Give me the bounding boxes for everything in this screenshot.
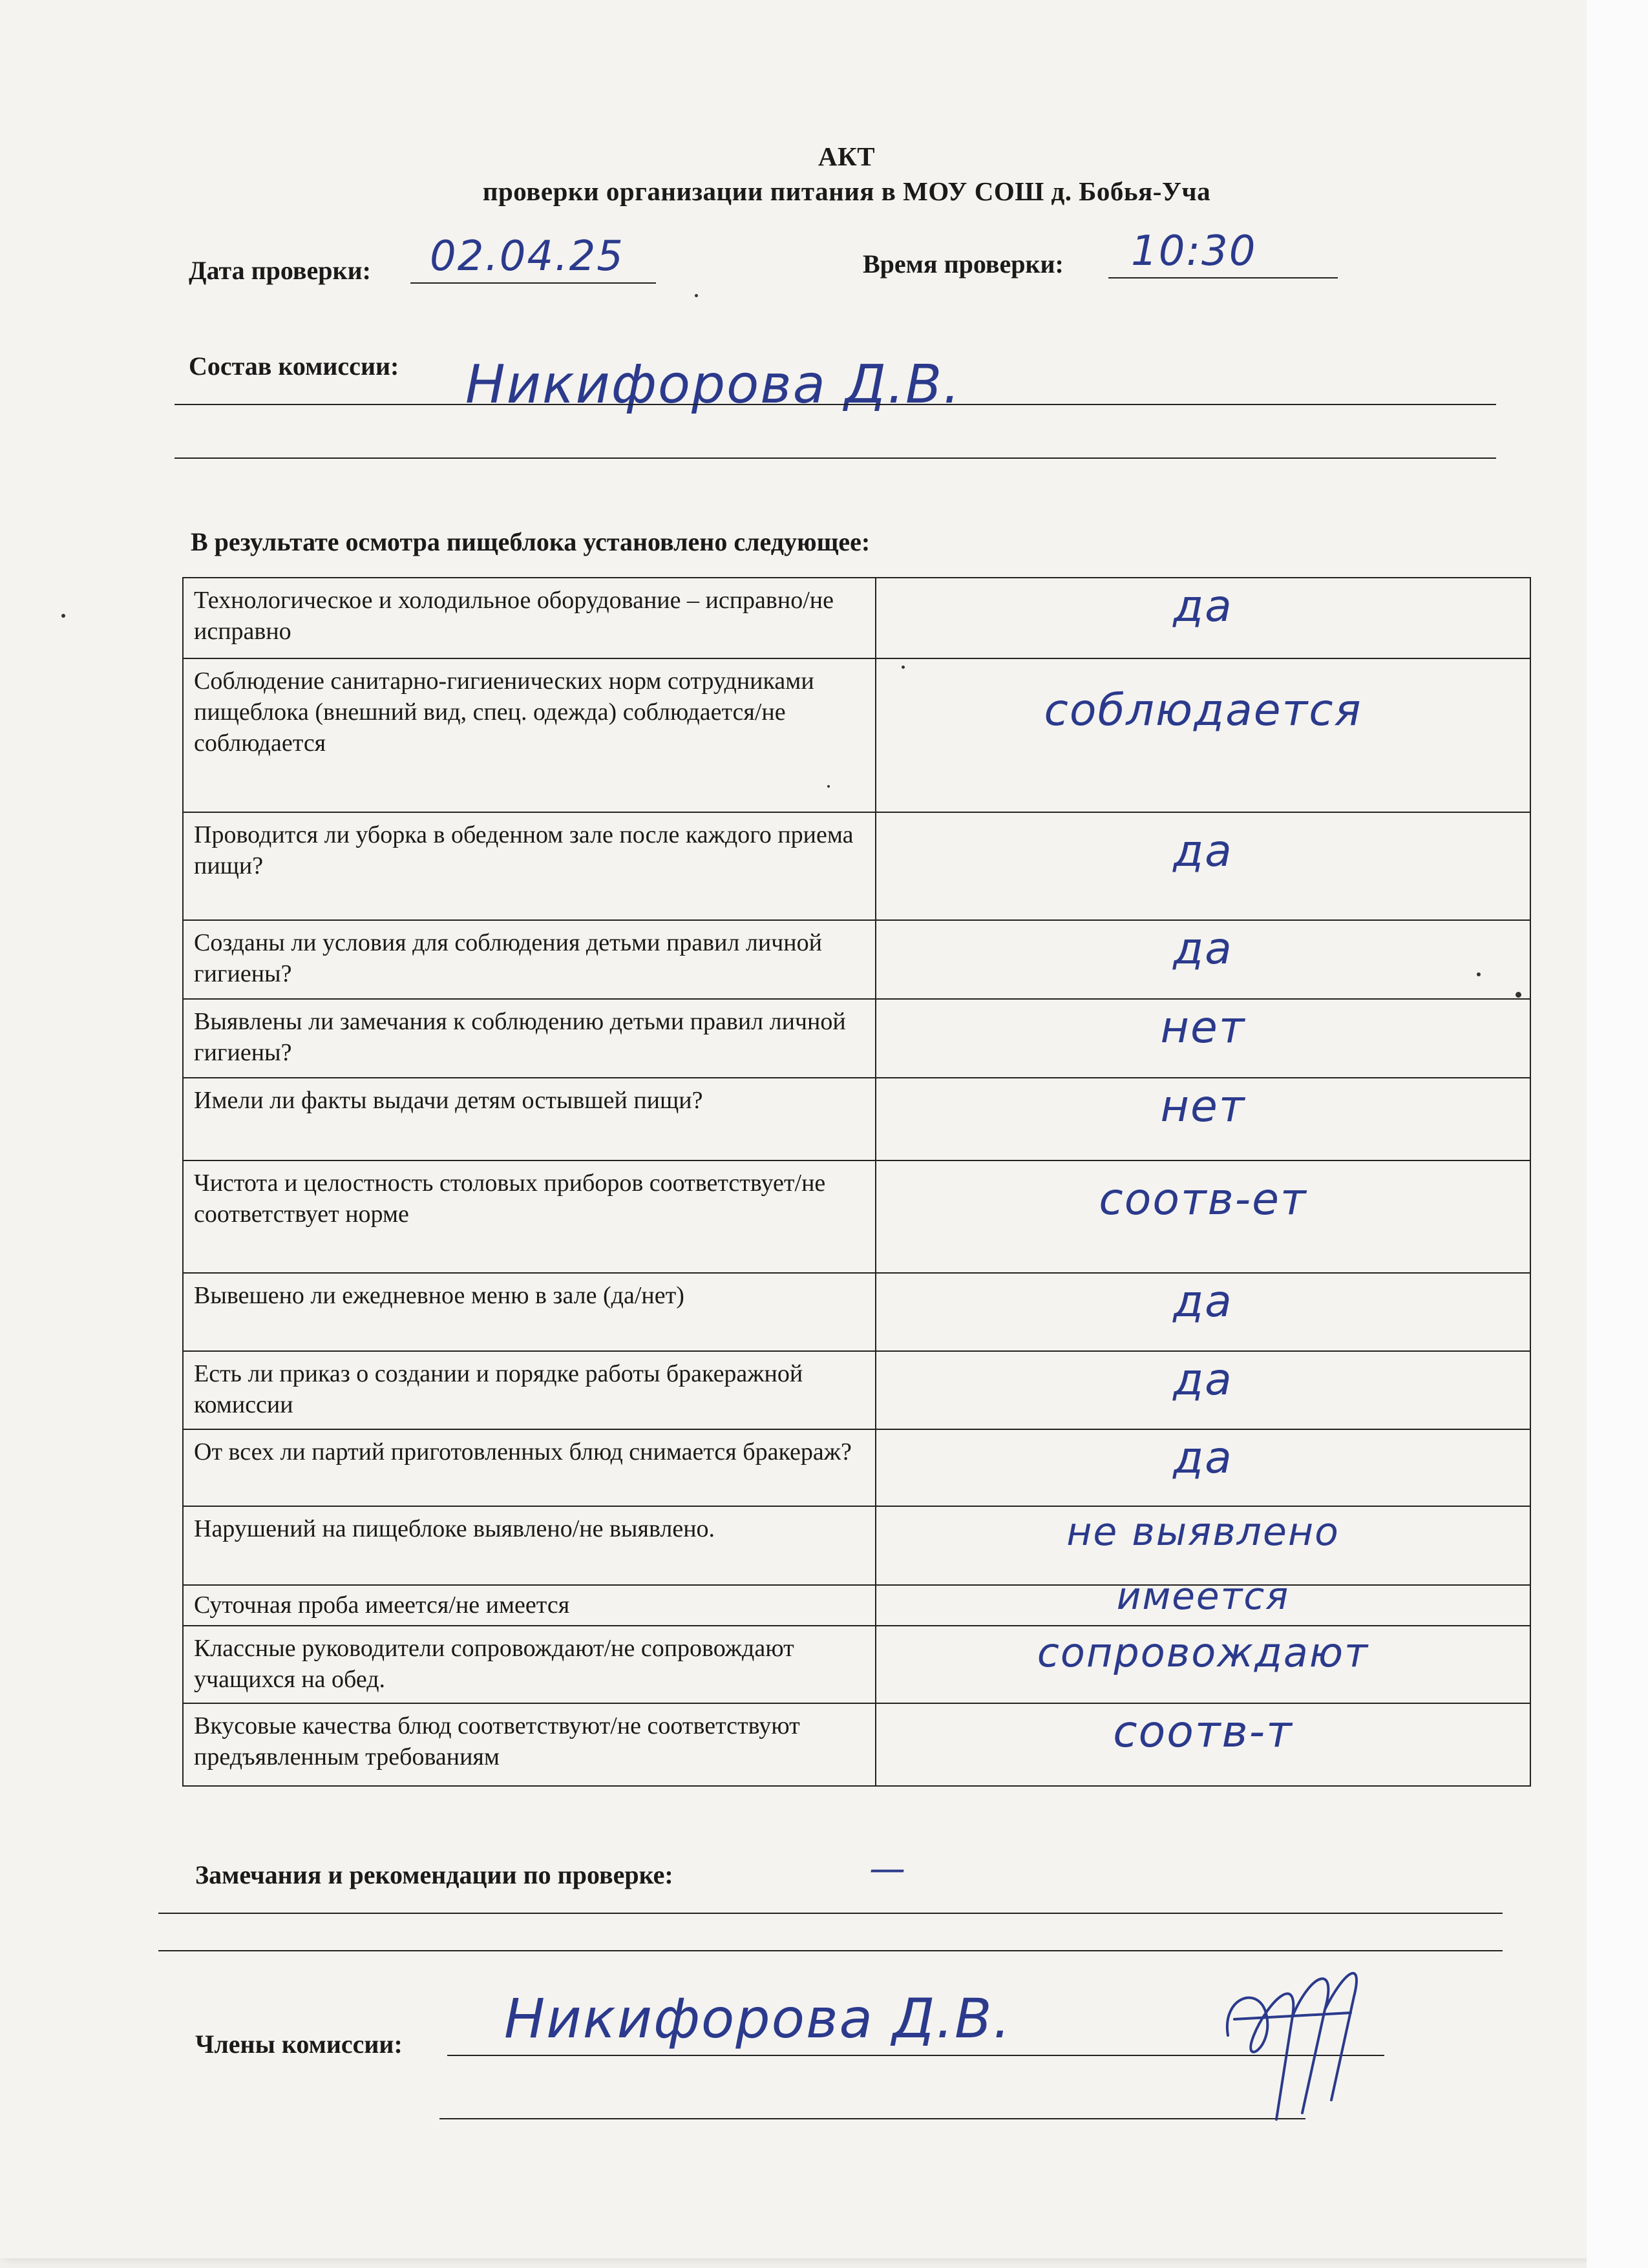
- question-cell: Соблюдение санитарно-гигиенических норм сотрудниками пищеблока (внешний вид, спец. одежда) соблюдается/не соблюдается: [183, 658, 876, 812]
- question-cell: Классные руководители сопровождают/не сопровождают учащихся на обед.: [183, 1626, 876, 1703]
- answer-value: соотв-ет: [1099, 1174, 1307, 1225]
- table-row: [183, 1585, 1530, 1626]
- findings-table: [182, 577, 1531, 1787]
- table-row: [183, 1626, 1530, 1703]
- commission-line-1: [174, 404, 1496, 405]
- question-cell: Чистота и целостность столовых приборов соответствует/не соответствует норме: [183, 1160, 876, 1273]
- answer-cell: [876, 1160, 1530, 1273]
- members-value: Никифорова Д.В.: [504, 1987, 1012, 2050]
- table-row: [183, 1429, 1530, 1506]
- answer-cell: [876, 999, 1530, 1078]
- table-row: [183, 1351, 1530, 1429]
- date-label: Дата проверки:: [189, 256, 371, 285]
- members-label: Члены комиссии:: [195, 2030, 403, 2059]
- answer-cell: [876, 1703, 1530, 1786]
- answer-value: имеется: [1116, 1574, 1290, 1618]
- question-cell: Суточная проба имеется/не имеется: [183, 1585, 876, 1626]
- answer-value: да: [1173, 826, 1233, 877]
- table-row: [183, 1703, 1530, 1786]
- commission-line-2: [174, 457, 1496, 459]
- signature-scribble: [1215, 1958, 1370, 2126]
- answer-value: сопровождают: [1037, 1629, 1369, 1676]
- question-cell: От всех ли партий приготовленных блюд снимается бракераж?: [183, 1429, 876, 1506]
- answer-cell: [876, 920, 1530, 999]
- answer-cell: [876, 1429, 1530, 1506]
- answer-cell: [876, 1351, 1530, 1429]
- scan-speck: [695, 294, 698, 297]
- remarks-label: Замечания и рекомендации по проверке:: [195, 1860, 673, 1889]
- answer-cell: [876, 1273, 1530, 1351]
- scan-speck: [61, 614, 65, 618]
- question-cell: Технологическое и холодильное оборудование – исправно/не исправно: [183, 578, 876, 658]
- question-cell: Есть ли приказ о создании и порядке работы бракеражной комиссии: [183, 1351, 876, 1429]
- answer-cell: [876, 812, 1530, 920]
- table-row: [183, 1078, 1530, 1160]
- answer-cell: [876, 1506, 1530, 1585]
- table-row: [183, 658, 1530, 812]
- answer-value: да: [1173, 581, 1233, 632]
- table-row: [183, 1160, 1530, 1273]
- remarks-line-2: [158, 1950, 1503, 1951]
- question-cell: Нарушений на пищеблоке выявлено/не выявлено.: [183, 1506, 876, 1585]
- answer-value: да: [1173, 1276, 1233, 1327]
- remarks-line-1: [158, 1913, 1503, 1914]
- time-underline: [1108, 277, 1338, 278]
- findings-intro: В результате осмотра пищеблока установлено следующее:: [191, 527, 871, 556]
- question-cell: Вывешено ли ежедневное меню в зале (да/нет): [183, 1273, 876, 1351]
- answer-cell: [876, 578, 1530, 658]
- answer-cell: [876, 1626, 1530, 1703]
- document-title: АКТ: [818, 142, 876, 171]
- date-underline: [410, 282, 656, 284]
- commission-label: Состав комиссии:: [189, 352, 399, 381]
- date-value: 02.04.25: [430, 233, 624, 280]
- remarks-value: —: [869, 1848, 907, 1890]
- answer-value: соблюдается: [1044, 685, 1362, 736]
- answer-cell: [876, 1078, 1530, 1160]
- table-row: [183, 999, 1530, 1078]
- commission-value: Никифорова Д.В.: [465, 354, 962, 415]
- question-cell: Созданы ли условия для соблюдения детьми правил личной гигиены?: [183, 920, 876, 999]
- answer-cell: [876, 658, 1530, 812]
- table-row: [183, 812, 1530, 920]
- question-cell: Проводится ли уборка в обеденном зале после каждого приема пищи?: [183, 812, 876, 920]
- answer-value: да: [1173, 1354, 1233, 1405]
- question-cell: Имели ли факты выдачи детям остывшей пищи?: [183, 1078, 876, 1160]
- time-label: Время проверки:: [863, 249, 1064, 278]
- answer-value: соотв-т: [1113, 1706, 1293, 1758]
- answer-value: не выявлено: [1066, 1509, 1340, 1555]
- question-cell: Выявлены ли замечания к соблюдению детьми правил личной гигиены?: [183, 999, 876, 1078]
- table-row: [183, 578, 1530, 658]
- table-row: [183, 1506, 1530, 1585]
- scanner-background: [1587, 0, 1648, 2268]
- answer-value: да: [1173, 1433, 1233, 1484]
- answer-cell: [876, 1574, 1530, 1626]
- document-subtitle: проверки организации питания в МОУ СОШ д. Бобья-Уча: [482, 176, 1211, 206]
- answer-value: да: [1173, 923, 1233, 974]
- table-row: [183, 1273, 1530, 1351]
- answer-value: нет: [1160, 1002, 1246, 1053]
- members-line-2: [439, 2118, 1305, 2119]
- time-value: 10:30: [1131, 227, 1257, 275]
- question-cell: Вкусовые качества блюд соответствуют/не соответствуют предъявленным требованиям: [183, 1703, 876, 1786]
- answer-value: нет: [1160, 1081, 1246, 1132]
- table-row: [183, 920, 1530, 999]
